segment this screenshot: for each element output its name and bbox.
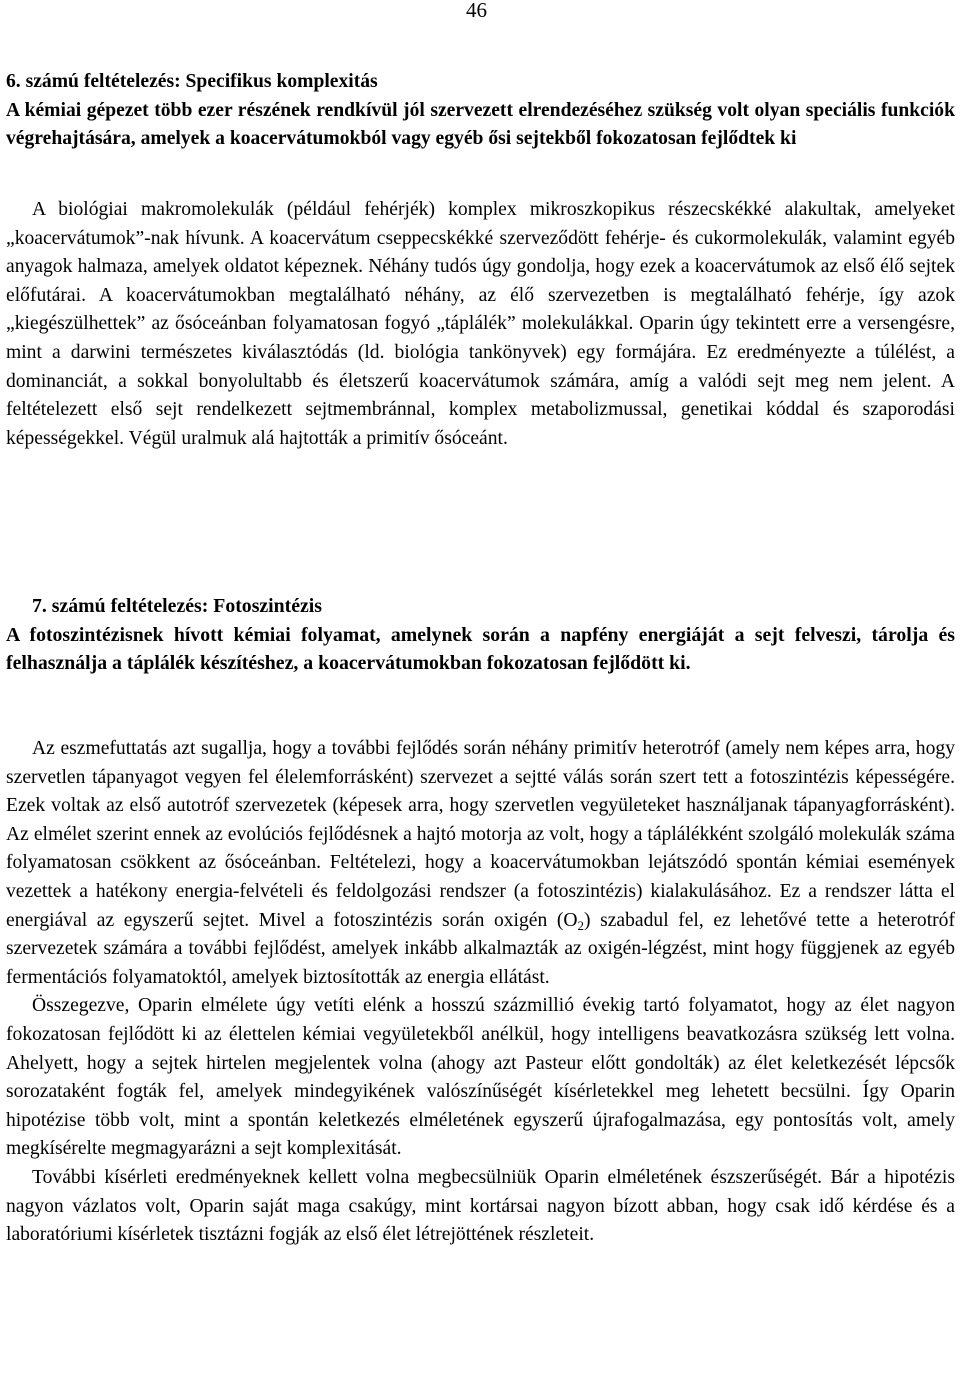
oxygen-subscript: 2 [577, 917, 585, 933]
section-7-paragraph-3: További kísérleti eredményeknek kellett volna megbecsülniük Oparin elméletének észszerűségét. Bár a hipotézis nagyon vázlatos volt, Oparin saját maga csakúgy, mint kortársai nagyon bízott abban, hogy csak idő kérdése és a laboratóriumi kísérletek tisztázni fogják az első élet létrejöttének részleteit. [6, 1166, 955, 1246]
section-7-heading [6, 592, 955, 678]
page-number: 46 [466, 0, 487, 22]
paragraph-1-part-a: Az eszmefuttatás azt sugallja, hogy a további fejlődés során néhány primitív heterotróf (amely nem képes arra, hogy szervetlen tápanyagot vegyen fel élelemforrásként) szervezet a sejtté válás során szert tett a fotoszintézis képességére. Ezek voltak az első autotróf szervezetek (képesek arra, hogy szervetlen vegyületeket használjanak tápanyagforrásként). Az elmélet szerint ennek az evolúciós fejlődésnek a hajtó motorja az volt, hogy a táplálékként szolgáló molekulák száma folyamatosan csökkent az ősóceánban. Feltételezi, hogy a koacervátumokban lejátszódó spontán kémiai események vezettek a hatékony energia-felvételi és feldolgozási rendszer (a fotoszintézis) kialakulásához. Ez a rendszer látta el energiával az egyszerű sejtet. Mivel a fotoszintézis során oxigén (O [6, 738, 955, 931]
section-6-paragraph: A biológiai makromolekulák (például fehérjék) komplex mikroszkopikus részecskékké alakultak, amelyeket „koacervátumok”-nak hívunk. A koacervátum cseppecskékké szerveződött fehérje- és cukormolekulák, valamint egyéb anyagok halmaza, amelyek oldatot képeznek. Néhány tudós úgy gondolja, hogy ezek a koacervátumok az első élő sejtek előfutárai. A koacervátumokban megtalálható néhány, az élő szervezetben is megtalálható fehérje, így azok „kiegészülhettek” az ősóceánban folyamatosan fogyó „táplálék” molekulákkal. Oparin úgy tekintett erre a versengésre, mint a darwini természetes kiválasztódás (ld. biológia tankönyvek) egy formájára. Ez eredményezte a túlélést, a dominanciát, a sokkal bonyolultabb és életszerű koacervátumok számára, amíg a valódi sejt meg nem jelent. A feltételezett első sejt rendelkezett sejtmembránnal, komplex metabolizmussal, genetikai kóddal és szaporodási képességekkel. Végül uralmuk alá hajtották a primitív ősóceánt. [6, 199, 955, 449]
section-6-title: 6. számú feltételezés: Specifikus komplexitás [6, 71, 378, 92]
section-7-body [6, 735, 955, 1250]
section-7-paragraph-2: Összegezve, Oparin elmélete úgy vetíti elénk a hosszú százmillió évekig tartó folyamatot, hogy az élet nagyon fokozatosan fejlődött ki az élettelen kémiai vegyületekből anélkül, hogy intelligens beavatkozásra szükség lett volna. Ahelyett, hogy a sejtek hirtelen megjelentek volna (ahogy azt Pasteur előtt gondolták) az élet keletkezését lépcsők sorozataként fogták fel, amelyek mindegyikének valószínűségét kísérletekkel meg lehetett becsülni. Így Oparin hipotézise több volt, mint a spontán keletkezés elméletének egyszerű újrafogalmazása, egy pontosítás volt, amely megkísérelte megmagyarázni a sejt komplexitását. [6, 995, 955, 1160]
section-7-subtitle: A fotoszintézisnek hívott kémiai folyamat, amelynek során a napfény energiáját a sejt felveszi, tárolja és felhasználja a táplálék készítéshez, a koacervátumokban fokozatosan fejlődött ki. [6, 623, 955, 675]
paragraph-1-part-b: ) szabadul fel, ez lehetővé tette a heterotróf szervezetek számára a további fejlődést, amelyek inkább alkalmazták az oxigén-légzést, mint hogy függjenek az egyéb fermentációs folyamatoktól, amelyek biztosították az energia ellátást. [6, 909, 955, 988]
section-7-paragraph-1 [6, 735, 955, 992]
section-7-title: 7. számú feltételezés: Fotoszintézis [32, 595, 323, 617]
section-6-heading [6, 68, 955, 154]
section-6-subtitle: A kémiai gépezet több ezer részének rendkívül jól szervezett elrendezéséhez szükség volt olyan speciális funkciók végrehajtására, amelyek a koacervátumokból vagy egyéb ősi sejtekből fokozatosan fejlődtek ki [6, 99, 955, 150]
section-6-body [6, 196, 955, 453]
